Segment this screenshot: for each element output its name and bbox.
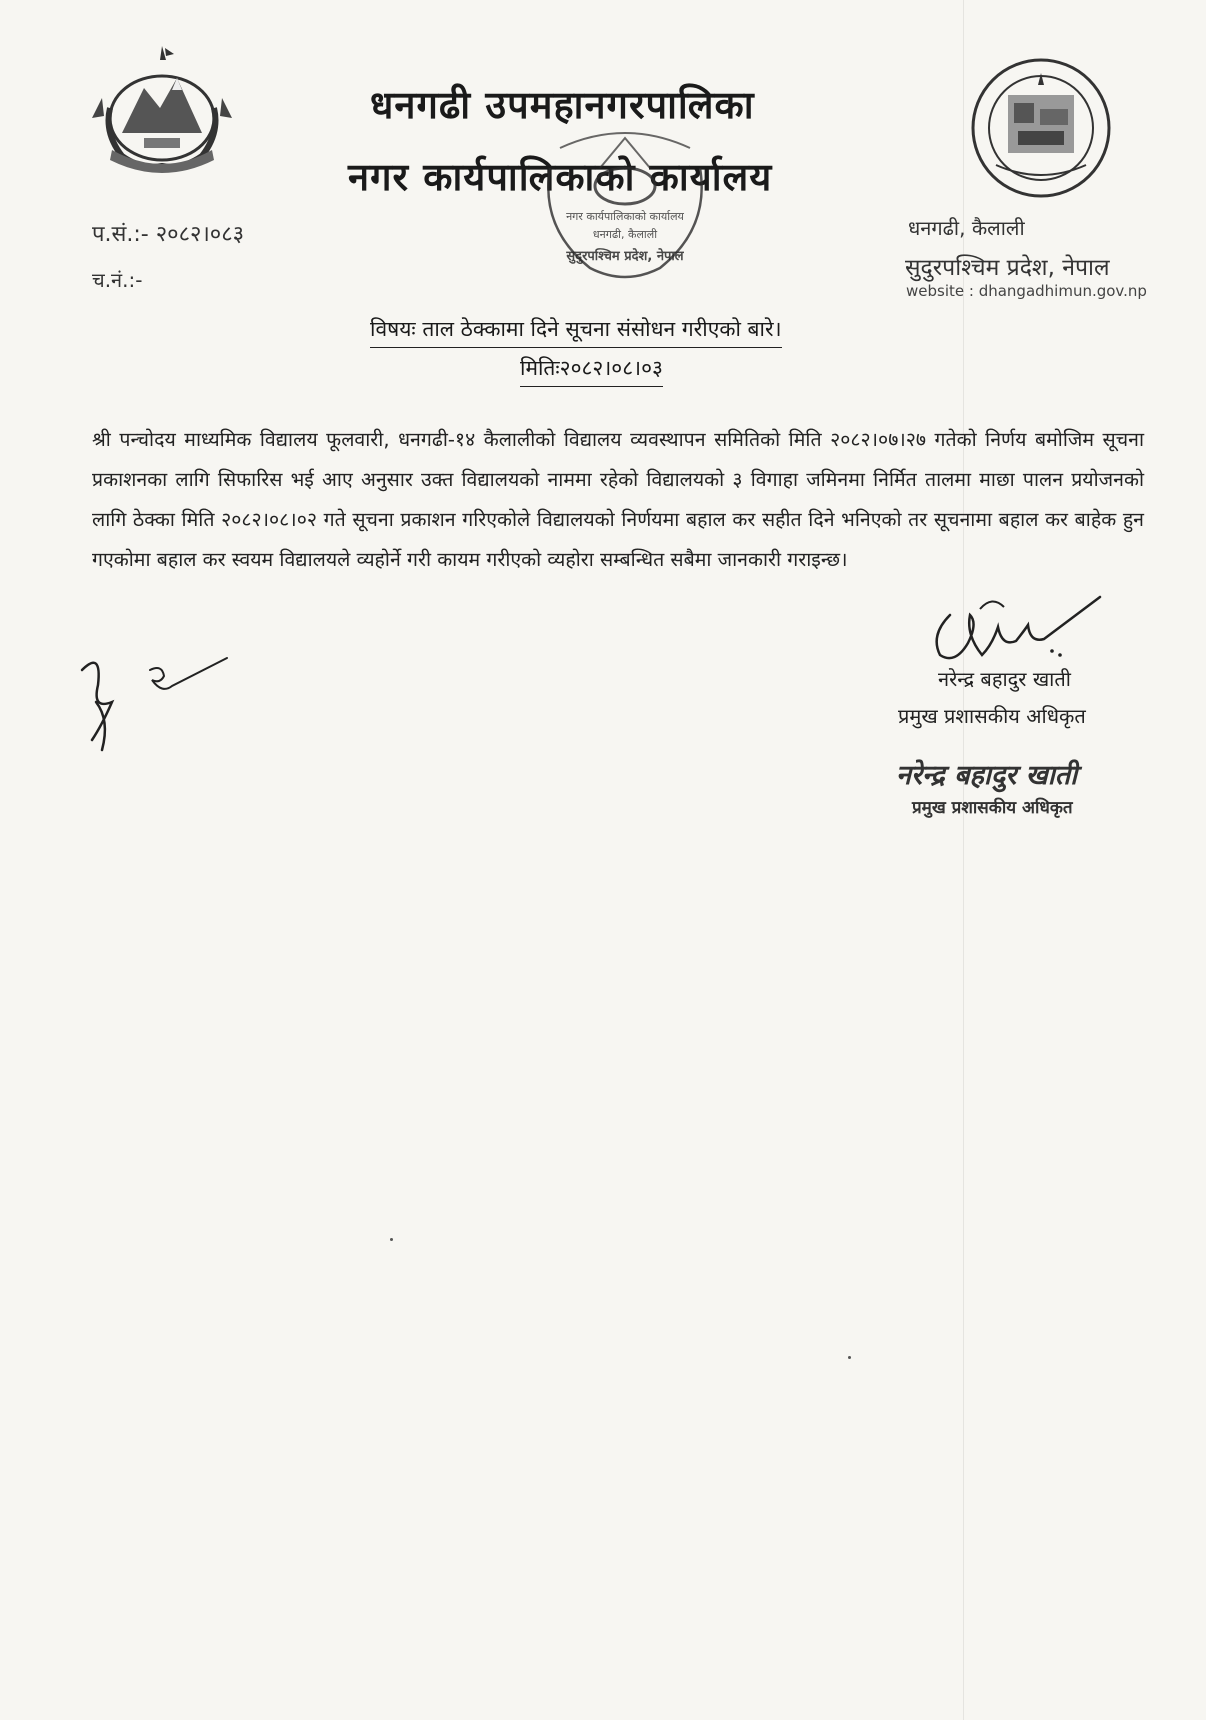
municipality-logo-icon [968, 55, 1114, 201]
signature-initials [62, 640, 242, 760]
dispatch-number: च.नं.:- [92, 268, 143, 292]
letter-subject: विषयः ताल ठेक्कामा दिने सूचना संसोधन गरीएको बारे। [370, 315, 782, 348]
office-seal-stamp [520, 108, 730, 288]
name-stamp: नरेन्द्र बहादुर खाती [896, 760, 1078, 791]
nepal-emblem-icon [82, 38, 242, 183]
scan-speck [390, 1238, 393, 1241]
website-link: website : dhangadhimun.gov.np [906, 282, 1147, 300]
office-title-line2: नगर कार्यपालिकाको कार्यालय [348, 155, 773, 199]
letter-date: मितिः२०८२।०८।०३ [520, 354, 663, 387]
address-city: धनगढी, कैलाली [908, 216, 1025, 240]
svg-text:धनगढी, कैलाली: धनगढी, कैलाली [592, 228, 658, 241]
letter-body: श्री पन्चोदय माध्यमिक विद्यालय फूलवारी, धनगढी-१४ कैलालीको विद्यालय व्यवस्थापन समितिको मिति २०८२।०७।२७ गतेको निर्णय बमोजिम सूचना प्रकाशनका लागि सिफारिस भई आए अनुसार उक्त विद्यालयको नाममा रहेको विद्यालयको ३ विगाहा जमिनमा निर्मित तालमा माछा पालन प्रयोजनको लागि ठेक्का मिति २०८२।०८।०२ गते सूचना प्रकाशन गरिएकोले विद्यालयको निर्णयमा बहाल कर सहीत दिने भनिएको तर सूचनामा बहाल कर बाहेक हुन गएकोमा बहाल कर स्वयम विद्यालयले व्यहोर्ने गरी कायम गरीएको व्यहोरा सम्बन्धित सबैमा जानकारी गराइन्छ। [92, 428, 1144, 571]
signer-title: प्रमुख प्रशासकीय अधिकृत [898, 704, 1086, 728]
scan-speck [848, 1356, 851, 1359]
title-stamp: प्रमुख प्रशासकीय अधिकृत [912, 798, 1073, 818]
signer-name: नरेन्द्र बहादुर खाती [938, 667, 1071, 691]
reference-number: प.सं.:- २०८२।०८३ [92, 222, 245, 247]
address-province: सुदुरपश्चिम प्रदेश, नेपाल [905, 255, 1110, 281]
svg-text:सुदुरपश्चिम प्रदेश, नेपाल: सुदुरपश्चिम प्रदेश, नेपाल [566, 249, 684, 264]
office-title-line1: धनगढी उपमहानगरपालिका [370, 83, 755, 127]
svg-text:नगर कार्यपालिकाको कार्यालय: नगर कार्यपालिकाको कार्यालय [566, 210, 684, 223]
